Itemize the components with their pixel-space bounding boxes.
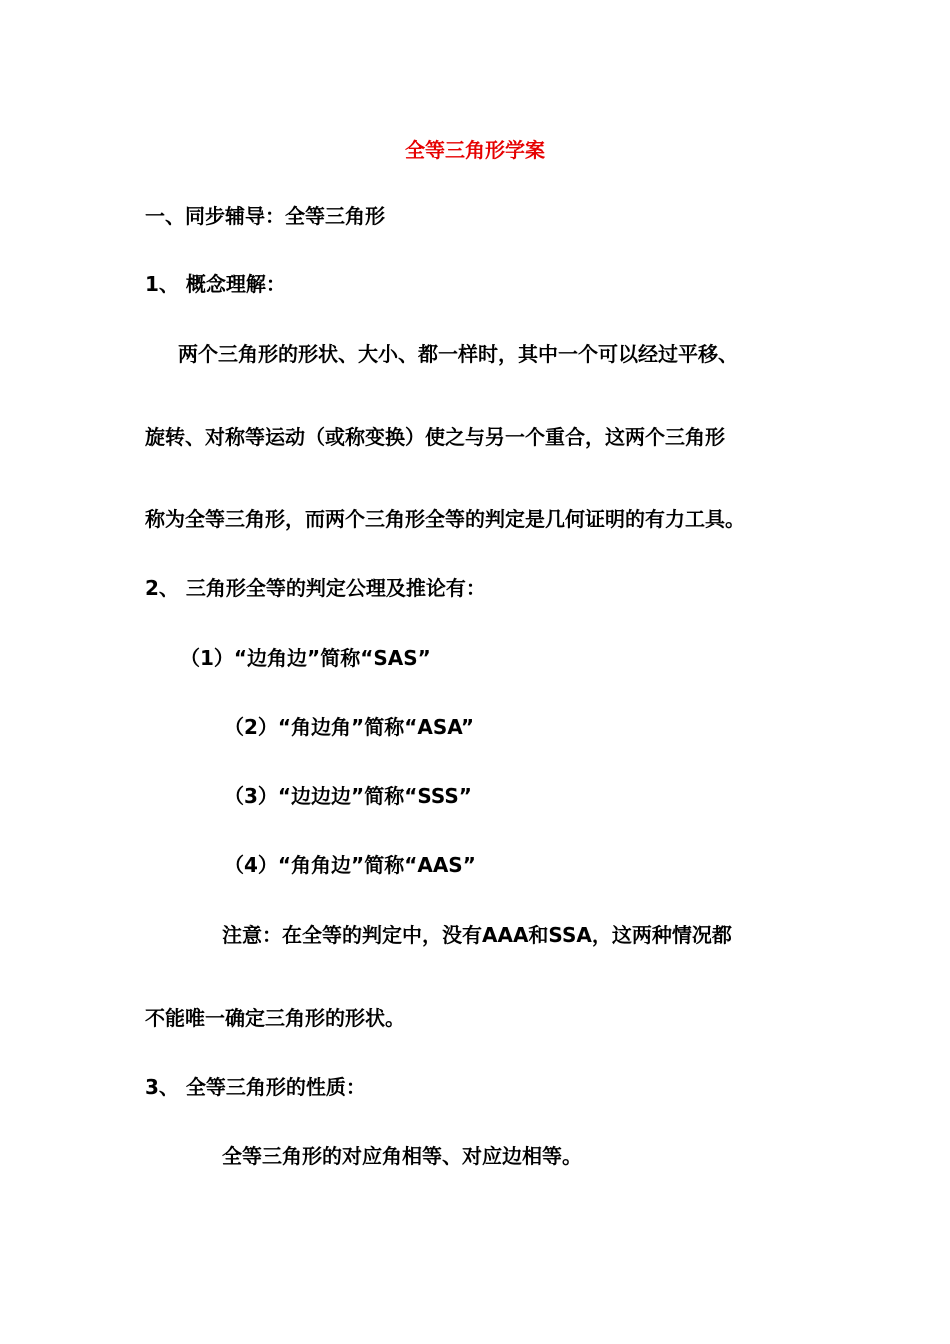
item3-heading: 3、 全等三角形的性质： <box>145 1075 366 1099</box>
rule-sss: （3）“边边边”简称“SSS” <box>224 784 472 808</box>
item2-heading: 2、 三角形全等的判定公理及推论有： <box>145 576 486 600</box>
document-title: 全等三角形学案 <box>405 138 545 162</box>
rule-asa: （2）“角边角”简称“ASA” <box>224 715 475 739</box>
rule-aas: （4）“角角边”简称“AAS” <box>224 853 476 877</box>
paragraph-line-2: 旋转、对称等运动（或称变换）使之与另一个重合，这两个三角形 <box>145 425 725 449</box>
note-line-1: 注意：在全等的判定中，没有AAA和SSA，这两种情况都 <box>222 923 732 947</box>
note-line-2: 不能唯一确定三角形的形状。 <box>145 1006 405 1030</box>
section-heading: 一、同步辅导：全等三角形 <box>145 204 385 228</box>
paragraph-line-1: 两个三角形的形状、大小、都一样时，其中一个可以经过平移、 <box>178 342 738 366</box>
paragraph-line-3: 称为全等三角形，而两个三角形全等的判定是几何证明的有力工具。 <box>145 507 745 531</box>
item1-heading: 1、 概念理解： <box>145 272 286 296</box>
rule-sas: （1）“边角边”简称“SAS” <box>180 646 431 670</box>
property-text: 全等三角形的对应角相等、对应边相等。 <box>222 1144 582 1168</box>
